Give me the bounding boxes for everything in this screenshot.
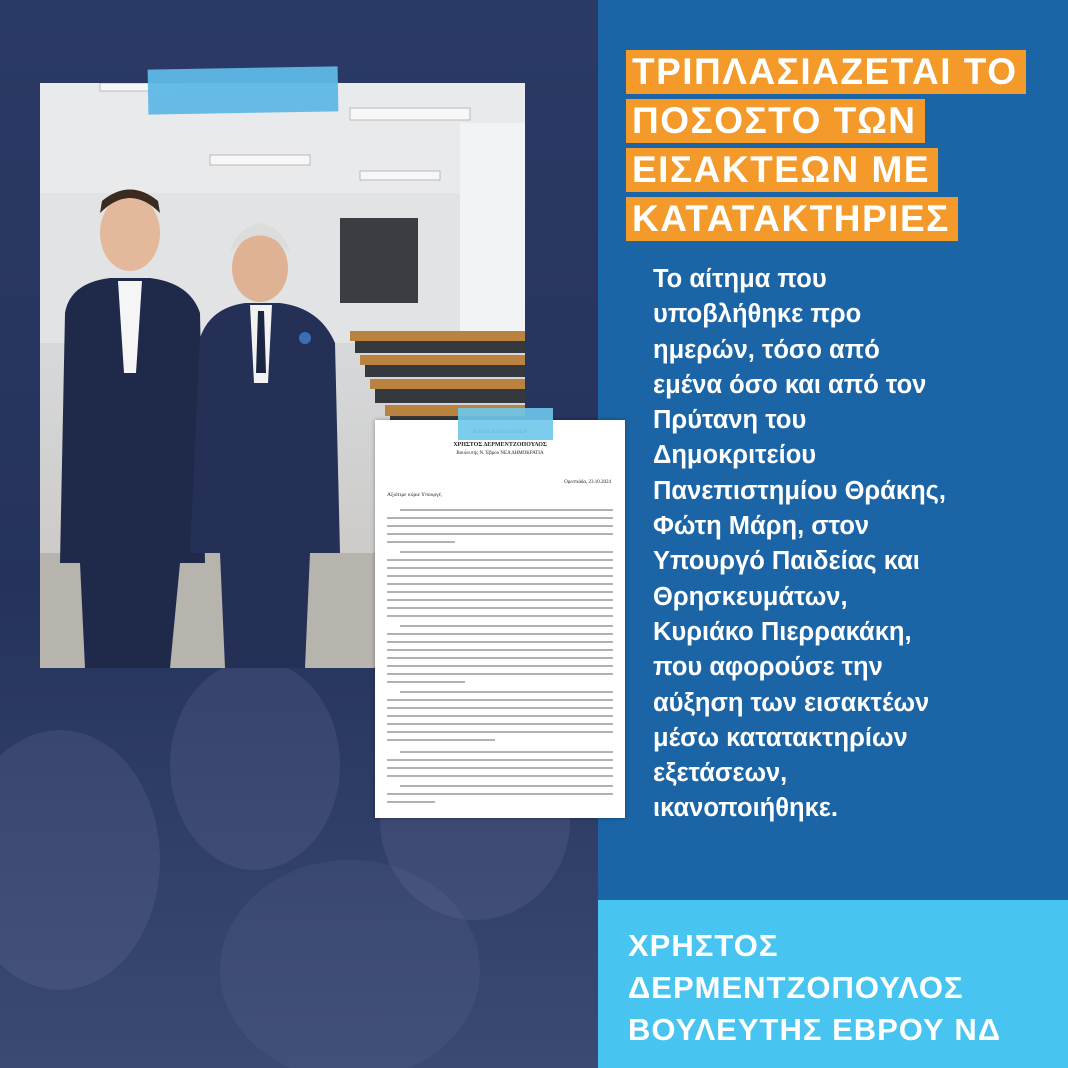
- headline-line-4: ΚΑΤΑΤΑΚΤΗΡΙΕΣ: [626, 197, 958, 241]
- letter-body-lines: [375, 420, 625, 818]
- announcement-body: Το αίτημα που υποβλήθηκε προ ημερών, τόσο από εμένα όσο και από τον Πρύτανη του Δημοκριτείου Πανεπιστημίου Θράκης, Φώτη Μάρη, στον Υπουργό Παιδείας και Θρησκευμάτων, Κυριάκο Πιερρακάκη, που αφορούσε την αύξηση των εισακτέων μέσω κατατακτηρίων εξετάσεων, ικανοποιήθηκε.: [653, 265, 947, 823]
- background-figure: [170, 660, 340, 870]
- letter-sender-role: Βουλευτής Ν. Έβρου ΝΕΑ ΔΗΜΟΚΡΑΤΙΑ: [456, 451, 544, 456]
- headline-line-3: ΕΙΣΑΚΤΕΩΝ ΜΕ: [626, 148, 938, 192]
- headline-line-1: ΤΡΙΠΛΑΣΙΑΖΕΤΑΙ ΤΟ: [626, 50, 1026, 94]
- headline-line-2: ΠΟΣΟΣΤΟ ΤΩΝ: [626, 99, 925, 143]
- letter-sender-name: ΧΡΗΣΤΟΣ ΔΕΡΜΕΝΤΖΟΠΟΥΛΟΣ: [453, 442, 547, 448]
- document-tape: [458, 408, 553, 440]
- letter-salutation: Αξιότιμε κύριε Υπουργέ,: [387, 492, 443, 498]
- background-figure: [0, 730, 160, 990]
- signature-text: ΧΡΗΣΤΟΣ ΔΕΡΜΕΝΤΖΟΠΟΥΛΟΣ ΒΟΥΛΕΥΤΗΣ ΕΒΡΟΥ ΝΔ: [628, 928, 1002, 1047]
- headline: [626, 50, 1056, 246]
- letter-document: [375, 420, 625, 818]
- photo-tape: [148, 66, 339, 114]
- letter-date: Ορεστιάδα, 23.10.2024: [564, 480, 611, 485]
- background-figure: [220, 860, 480, 1068]
